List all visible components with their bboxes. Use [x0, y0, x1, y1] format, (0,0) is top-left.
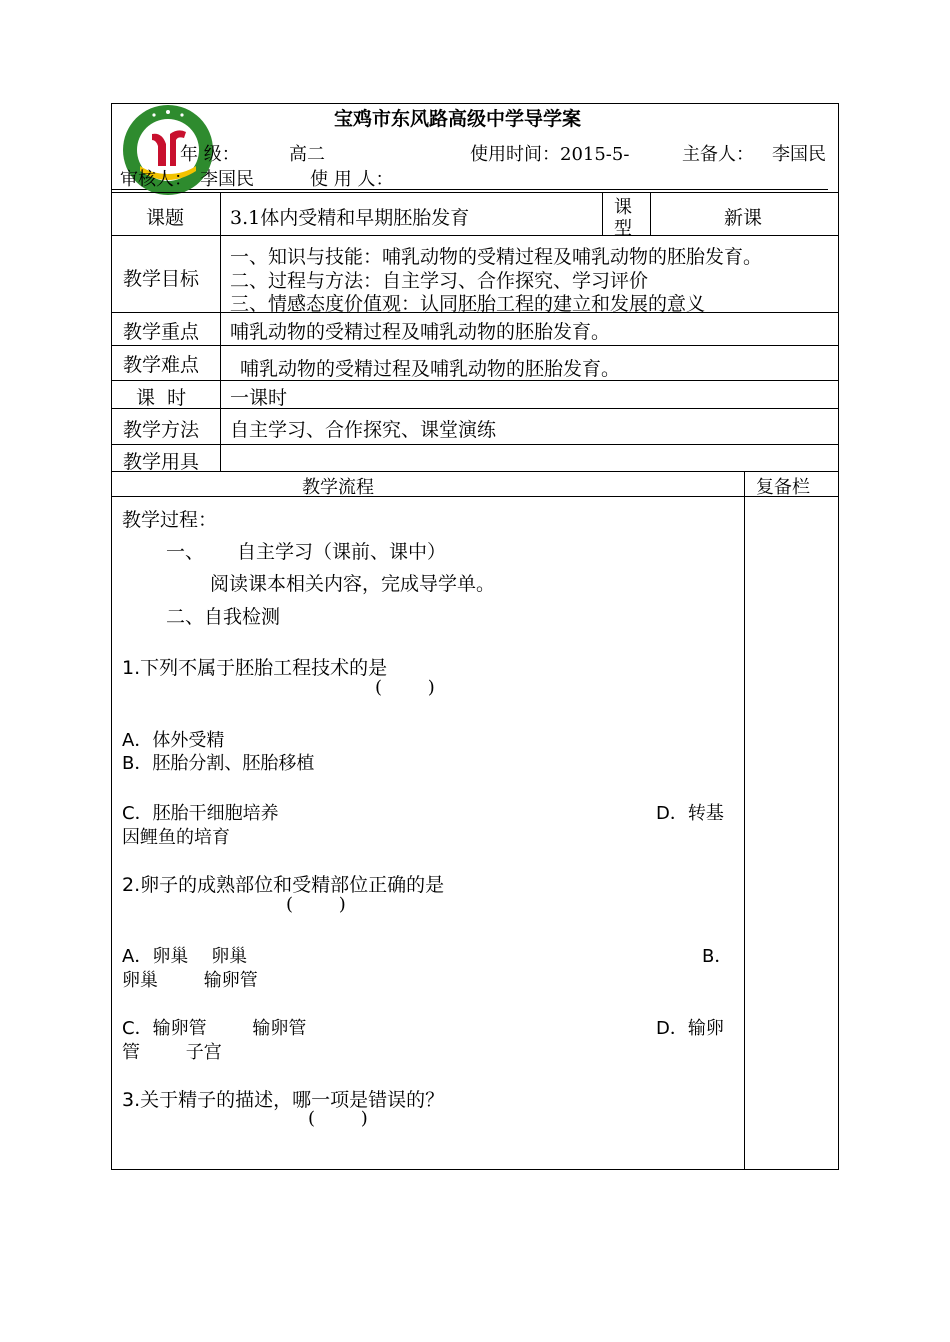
frame-left	[111, 103, 112, 1170]
step2-title: 二、自我检测	[166, 606, 281, 628]
reviewer-label: 审核人：	[120, 169, 192, 190]
method-label: 教学方法	[123, 419, 200, 441]
type-label-2: 型	[614, 218, 632, 239]
objective-3: 三、情感态度价值观：认同胚胎工程的建立和发展的意义	[230, 293, 706, 315]
process-intro: 教学过程：	[122, 509, 218, 531]
objectives-label: 教学目标	[123, 268, 200, 290]
type-column-divider-right	[650, 192, 651, 235]
grade-value: 高二	[289, 144, 325, 165]
grade-label: 年 级：	[180, 144, 240, 165]
difficulties-label: 教学难点	[123, 354, 200, 376]
question-1-option-d-continued: 因鲤鱼的培育	[122, 827, 230, 848]
question-3-answer-blank: ( )	[308, 1108, 368, 1129]
topic-value: 3.1体内受精和早期胚胎发育	[230, 207, 470, 229]
document-title: 宝鸡市东风路高级中学导学案	[334, 108, 582, 130]
type-value: 新课	[724, 207, 763, 229]
question-1-option-b: B．胚胎分割、胚胎移植	[122, 753, 315, 774]
frame-bottom	[111, 1169, 839, 1170]
row-line-8	[111, 471, 839, 472]
period-value: 一课时	[230, 387, 288, 409]
time-label: 使用时间：2015-5-	[470, 144, 630, 165]
user-label: 使 用 人：	[310, 169, 394, 190]
question-2-text: 2.卵子的成熟部位和受精部位正确的是	[122, 874, 445, 896]
question-2-option-b: B．	[702, 946, 733, 967]
type-column-divider-left	[602, 192, 603, 235]
question-1-answer-blank: ( )	[375, 677, 435, 698]
question-2-option-d: D．输卵	[656, 1018, 724, 1039]
key-points-value: 哺乳动物的受精过程及哺乳动物的胚胎发育。	[230, 321, 611, 343]
reviewer-value: 李国民	[200, 169, 254, 190]
preparer-label: 主备人：	[682, 144, 754, 165]
question-2-option-d-continued: 管 子宫	[122, 1042, 222, 1063]
period-label: 课 时	[136, 387, 187, 409]
question-3-text: 3.关于精子的描述，哪一项是错误的？	[122, 1089, 445, 1111]
question-1	[122, 653, 387, 680]
question-1-option-d: D．转基	[656, 803, 724, 824]
review-column-divider	[744, 471, 745, 1170]
preparer-value: 李国民	[772, 144, 826, 165]
review-header: 复备栏	[756, 477, 810, 498]
flow-header: 教学流程	[302, 477, 374, 498]
question-1-option-a: A．体外受精	[122, 730, 225, 751]
question-2-option-c: C．输卵管 输卵管	[122, 1018, 307, 1039]
tools-label: 教学用具	[123, 451, 200, 473]
question-1-text: 1.下列不属于胚胎工程技术的是	[122, 657, 388, 679]
step1-number: 一、	[166, 541, 205, 563]
objective-1: 一、知识与技能：哺乳动物的受精过程及哺乳动物的胚胎发育。	[230, 246, 763, 268]
step1-description: 阅读课本相关内容，完成导学单。	[210, 573, 496, 595]
question-2-option-a: A．卵巢 卵巢	[122, 946, 248, 967]
question-2	[122, 870, 444, 897]
type-label-1: 课	[614, 197, 632, 218]
row-line-9	[111, 496, 839, 497]
method-value: 自主学习、合作探究、课堂演练	[230, 419, 497, 441]
difficulties-value: 哺乳动物的受精过程及哺乳动物的胚胎发育。	[240, 358, 621, 380]
question-1-option-c: C．胚胎干细胞培养	[122, 803, 279, 824]
question-2-option-b-continued: 卵巢 输卵管	[122, 970, 258, 991]
topic-label: 课题	[146, 207, 185, 229]
step1-title: 自主学习（课前、课中）	[237, 541, 447, 563]
objective-2: 二、过程与方法：自主学习、合作探究、学习评价	[230, 270, 649, 292]
question-2-answer-blank: ( )	[286, 894, 346, 915]
key-points-label: 教学重点	[123, 321, 200, 343]
frame-right	[838, 103, 839, 1170]
question-3	[122, 1085, 444, 1112]
label-column-divider	[220, 192, 221, 471]
